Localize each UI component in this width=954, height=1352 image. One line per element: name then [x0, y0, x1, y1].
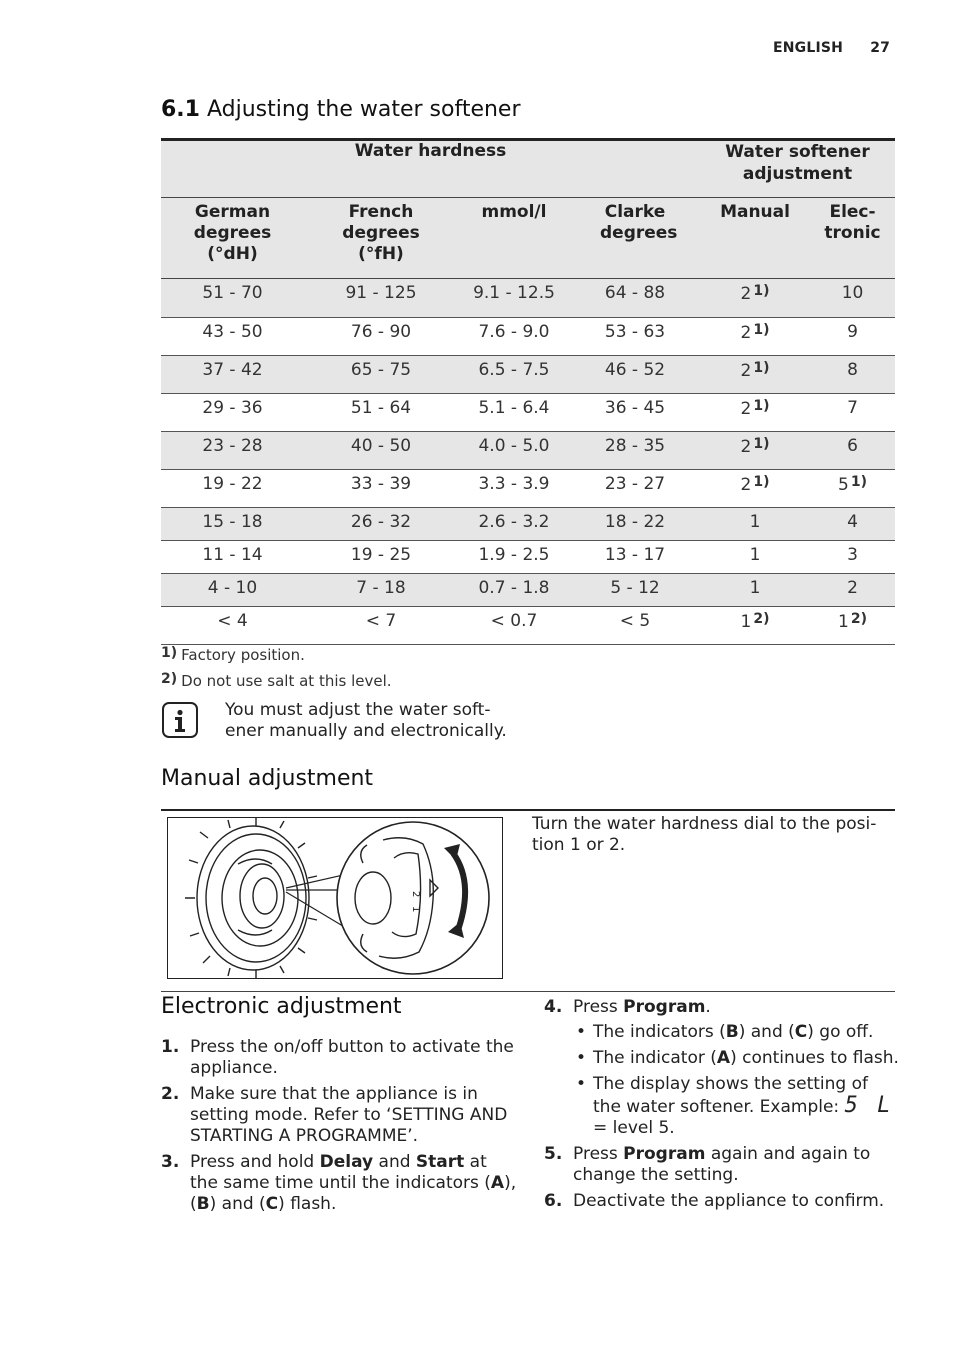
table-row — [161, 607, 895, 645]
footnote-ref: 2) — [753, 611, 770, 627]
table-row — [161, 318, 895, 356]
footnote-ref: 1) — [753, 360, 770, 376]
footnote-ref: 1) — [753, 474, 770, 490]
step-text: Deactivate the appliance to confirm. — [573, 1191, 885, 1211]
setting-value: 2 — [740, 437, 752, 457]
step-text: Press Program again and again to change the setting. — [573, 1144, 871, 1185]
table-cell-clarke: 13 - 17 — [570, 541, 700, 574]
step-number: 6. — [544, 1191, 563, 1211]
footnote-text: Do not use salt at this level. — [181, 672, 392, 690]
footnote-ref: 1) — [850, 474, 867, 490]
table-cell-german: 4 - 10 — [161, 574, 304, 607]
info-line: ener manually and electronically. — [225, 721, 507, 741]
table-cell-mmol: < 0.7 — [458, 607, 570, 645]
footnote-2 — [161, 671, 392, 690]
table-cell-electronic — [810, 470, 895, 508]
setting-value: 5 — [838, 475, 849, 495]
table-cell-german: 29 - 36 — [161, 394, 304, 432]
footnote-1 — [161, 645, 305, 664]
step-2 — [161, 1084, 517, 1147]
page-header — [773, 40, 890, 56]
table-body — [161, 279, 895, 645]
delay-button-label: Delay — [319, 1152, 374, 1172]
table-cell-french: 26 - 32 — [304, 508, 458, 541]
table-cell-clarke: 46 - 52 — [570, 356, 700, 394]
program-button-label: Program — [623, 997, 706, 1017]
step-text: Make sure that the appliance is in setting mode. Refer to ‘SETTING AND STARTING A PROGRAMME’. — [190, 1084, 508, 1146]
step-5 — [544, 1144, 900, 1186]
dial-illustration — [168, 818, 502, 978]
table-cell-french: 76 - 90 — [304, 318, 458, 356]
electronic-steps-right — [544, 997, 900, 1217]
table-cell-electronic — [810, 508, 895, 541]
table-cell-mmol: 9.1 - 12.5 — [458, 279, 570, 318]
step-3 — [161, 1152, 517, 1215]
section-title — [161, 97, 521, 122]
section-divider — [161, 991, 895, 992]
table-cell-french: 33 - 39 — [304, 470, 458, 508]
electronic-adjustment-title: Electronic adjustment — [161, 994, 402, 1019]
water-hardness-header: Water hardness — [161, 140, 700, 198]
table-cell-clarke: 28 - 35 — [570, 432, 700, 470]
table-row — [161, 574, 895, 607]
table-row — [161, 541, 895, 574]
table-cell-french: 40 - 50 — [304, 432, 458, 470]
setting-value: 2 — [740, 323, 752, 343]
table-cell-electronic — [810, 279, 895, 318]
step-number: 2. — [161, 1084, 180, 1104]
table-cell-electronic — [810, 541, 895, 574]
dial-label-2: 2 — [410, 891, 421, 898]
setting-value: 8 — [847, 360, 858, 380]
table-cell-french: 65 - 75 — [304, 356, 458, 394]
setting-value: 1 — [749, 578, 761, 598]
table-cell-mmol: 7.6 - 9.0 — [458, 318, 570, 356]
table-cell-french: 91 - 125 — [304, 279, 458, 318]
table-cell-german: < 4 — [161, 607, 304, 645]
table-cell-manual — [700, 318, 810, 356]
table-cell-clarke: < 5 — [570, 607, 700, 645]
setting-value: 10 — [841, 283, 864, 303]
table-cell-manual — [700, 432, 810, 470]
setting-value: 2 — [847, 578, 858, 598]
table-cell-clarke: 23 - 27 — [570, 470, 700, 508]
bullet-item: • The display shows the setting of the water softener. Example: 5 L = level 5. — [573, 1074, 900, 1139]
col-mmol: mmol/l — [458, 198, 570, 279]
table-cell-manual — [700, 541, 810, 574]
program-button-label: Program — [623, 1144, 706, 1164]
table-cell-german: 11 - 14 — [161, 541, 304, 574]
footnote-mark: 2) — [161, 671, 178, 687]
section-number: 6.1 — [161, 97, 200, 122]
step-4-bullets — [573, 1022, 900, 1139]
table-cell-german: 19 - 22 — [161, 470, 304, 508]
info-text — [225, 700, 507, 742]
table-cell-clarke: 5 - 12 — [570, 574, 700, 607]
table-row — [161, 432, 895, 470]
table-cell-mmol: 6.5 - 7.5 — [458, 356, 570, 394]
table-cell-manual — [700, 508, 810, 541]
water-hardness-table — [161, 138, 895, 645]
step-number: 1. — [161, 1037, 180, 1057]
table-cell-electronic — [810, 574, 895, 607]
footnote-ref: 2) — [850, 611, 867, 627]
table-cell-manual — [700, 394, 810, 432]
footnote-ref: 1) — [753, 322, 770, 338]
manual-instruction-line: tion 1 or 2. — [532, 835, 626, 855]
setting-value: 1 — [740, 612, 752, 632]
setting-value: 6 — [847, 436, 858, 456]
setting-value: 2 — [740, 284, 752, 304]
display-example: 5 L — [844, 1093, 894, 1118]
table-cell-electronic — [810, 607, 895, 645]
table-cell-german: 37 - 42 — [161, 356, 304, 394]
info-icon — [162, 702, 198, 738]
setting-value: 2 — [740, 399, 752, 419]
table-cell-clarke: 53 - 63 — [570, 318, 700, 356]
setting-value: 4 — [847, 512, 858, 532]
table-cell-german: 43 - 50 — [161, 318, 304, 356]
setting-value: 7 — [847, 398, 858, 418]
table-cell-electronic — [810, 318, 895, 356]
table-cell-electronic — [810, 356, 895, 394]
footnote-mark: 1) — [161, 645, 178, 661]
bullet-item: • The indicator (A) continues to flash. — [573, 1048, 900, 1069]
manual-instruction — [532, 814, 876, 856]
softener-adjustment-header: Water softener adjustment — [700, 140, 895, 198]
table-cell-german: 51 - 70 — [161, 279, 304, 318]
section-divider — [161, 809, 895, 811]
table-cell-french: 19 - 25 — [304, 541, 458, 574]
step-text: Press the on/off button to activate the appliance. — [190, 1037, 514, 1078]
table-cell-german: 15 - 18 — [161, 508, 304, 541]
table-cell-clarke: 36 - 45 — [570, 394, 700, 432]
col-clarke: Clarke degrees — [570, 198, 700, 279]
footnote-ref: 1) — [753, 283, 770, 299]
table-cell-clarke: 18 - 22 — [570, 508, 700, 541]
step-4 — [544, 997, 900, 1139]
col-electronic: Elec-tronic — [810, 198, 895, 279]
setting-value: 9 — [847, 322, 858, 342]
step-number: 4. — [544, 997, 563, 1017]
col-french: French degrees (°fH) — [304, 198, 458, 279]
table-cell-german: 23 - 28 — [161, 432, 304, 470]
table-cell-manual — [700, 574, 810, 607]
footnote-ref: 1) — [753, 398, 770, 414]
table-cell-manual — [700, 470, 810, 508]
table-cell-manual — [700, 607, 810, 645]
section-title-text: Adjusting the water softener — [206, 97, 521, 122]
water-hardness-dial-figure — [167, 817, 503, 979]
table-cell-electronic — [810, 432, 895, 470]
step-text: Press and hold Delay and Start at the same time until the indicators (A), (B) and (C) flash. — [190, 1152, 517, 1214]
table-cell-mmol: 4.0 - 5.0 — [458, 432, 570, 470]
col-manual: Manual — [700, 198, 810, 279]
setting-value: 1 — [749, 545, 761, 565]
language-label: ENGLISH — [773, 40, 844, 56]
footnote-text: Factory position. — [181, 646, 305, 664]
table-row — [161, 356, 895, 394]
setting-value: 3 — [847, 545, 858, 565]
table-cell-manual — [700, 356, 810, 394]
table-row — [161, 508, 895, 541]
setting-value: 1 — [838, 612, 849, 632]
table-cell-french: 51 - 64 — [304, 394, 458, 432]
table-cell-mmol: 1.9 - 2.5 — [458, 541, 570, 574]
manual-instruction-line: Turn the water hardness dial to the posi- — [532, 814, 877, 834]
info-line: You must adjust the water soft- — [225, 700, 491, 720]
table-cell-mmol: 3.3 - 3.9 — [458, 470, 570, 508]
footnote-ref: 1) — [753, 436, 770, 452]
table-cell-manual — [700, 279, 810, 318]
table-cell-clarke: 64 - 88 — [570, 279, 700, 318]
manual-adjustment-title: Manual adjustment — [161, 766, 374, 791]
step-number: 3. — [161, 1152, 180, 1172]
setting-value: 2 — [740, 361, 752, 381]
step-number: 5. — [544, 1144, 563, 1164]
setting-value: 2 — [740, 475, 752, 495]
step-text: Press Program. — [573, 997, 711, 1017]
table-cell-french: 7 - 18 — [304, 574, 458, 607]
table-cell-mmol: 2.6 - 3.2 — [458, 508, 570, 541]
table-cell-mmol: 5.1 - 6.4 — [458, 394, 570, 432]
table-cell-electronic — [810, 394, 895, 432]
step-6 — [544, 1191, 900, 1212]
start-button-label: Start — [415, 1152, 465, 1172]
table-row — [161, 279, 895, 318]
dial-label-1: 1 — [410, 906, 421, 913]
setting-value: 1 — [749, 512, 761, 532]
table-row — [161, 470, 895, 508]
page-number: 27 — [870, 40, 891, 56]
table-cell-french: < 7 — [304, 607, 458, 645]
bullet-item: • The indicators (B) and (C) go off. — [573, 1022, 900, 1043]
table-cell-mmol: 0.7 - 1.8 — [458, 574, 570, 607]
electronic-steps-left — [161, 1037, 517, 1220]
col-german: German degrees (°dH) — [161, 198, 304, 279]
step-1 — [161, 1037, 517, 1079]
table-row — [161, 394, 895, 432]
